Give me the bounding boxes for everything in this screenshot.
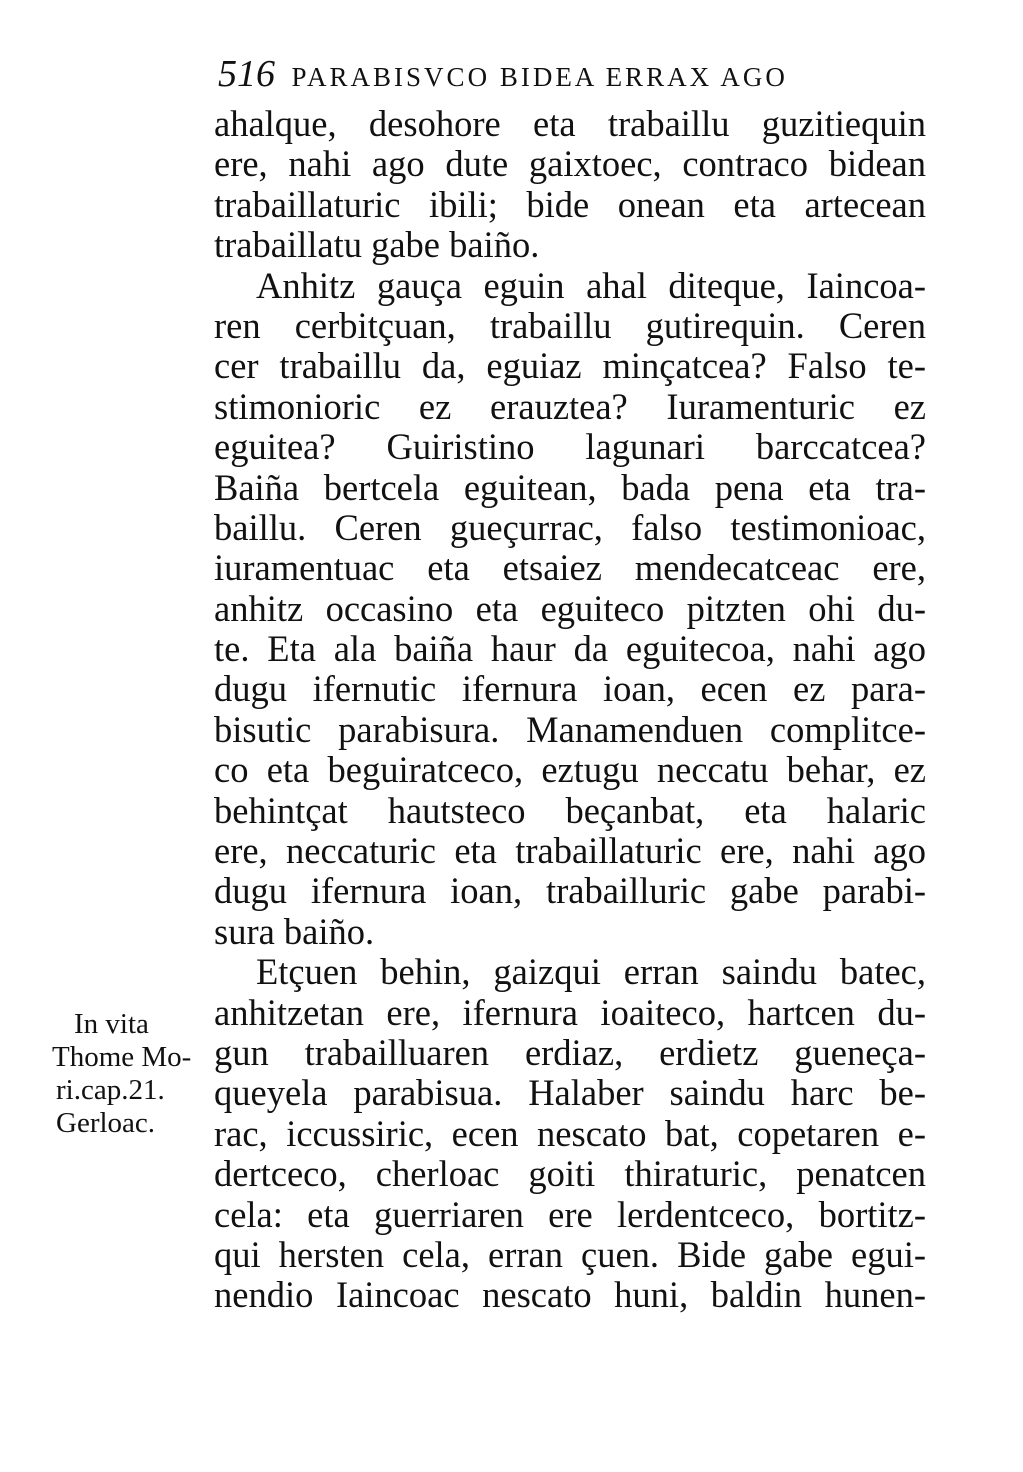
text-line: nendio Iaincoac nescato huni, baldin hunen- (214, 1275, 926, 1316)
text-line: bisutic parabisura. Manamenduen complitce- (214, 709, 926, 750)
text-line: qui hersten cela, erran çuen. Bide gabe egui- (214, 1234, 926, 1275)
text-line: rac, iccussiric, ecen nescato bat, copetaren e- (214, 1113, 926, 1154)
page-number: 516 (218, 53, 275, 95)
text-line: ahalque, desohore eta trabaillu guzitiequin (214, 104, 926, 144)
text-line: gun trabailluaren erdiaz, erdietz gueneça- (214, 1032, 926, 1073)
margin-note-line: Gerloac. (56, 1107, 156, 1139)
text-line: cela: eta guerriaren ere lerdentceco, bortitz- (214, 1194, 926, 1235)
text-line: stimonioric ez erauztea? Iuramenturic ez (214, 386, 926, 427)
margin-note-line: Thome Mo- (52, 1041, 192, 1073)
text-line: eguitea? Guiristino lagunari barccatcea? (214, 427, 926, 468)
running-title: PARABISVCO BIDEA ERRAX AGO (291, 62, 788, 92)
margin-note-line: ri.cap.21. (56, 1074, 165, 1106)
text-line: co eta beguiratceco, eztugu neccatu behar, ez (214, 750, 926, 791)
text-line: trabaillaturic ibili; bide onean eta artecean (214, 184, 926, 225)
text-line: queyela parabisua. Halaber saindu harc be- (214, 1073, 926, 1114)
text-line: Etçuen behin, gaizqui erran saindu batec, (256, 952, 926, 993)
text-line: dugu ifernura ioan, trabailluric gabe parabi- (214, 871, 926, 912)
text-line: iuramentuac eta etsaiez mendecatceac ere, (214, 548, 926, 589)
text-line: ere, neccaturic eta trabaillaturic ere, nahi ago (214, 831, 926, 872)
text-line: anhitz occasino eta eguiteco pitzten ohi du- (214, 588, 926, 629)
text-line: dugu ifernutic ifernura ioan, ecen ez para- (214, 669, 926, 710)
text-line: baillu. Ceren gueçurrac, falso testimonioac, (214, 507, 926, 548)
text-line: cer trabaillu da, eguiaz minçatcea? Falso te- (214, 346, 926, 387)
text-line: dertceco, cherloac goiti thiraturic, penatcen (214, 1154, 926, 1195)
body-text (214, 104, 926, 1316)
text-line: sura baiño. (214, 911, 375, 952)
text-line: anhitzetan ere, ifernura ioaiteco, hartcen du- (214, 992, 926, 1033)
margin-note-line: In vita (74, 1008, 149, 1040)
text-line: ere, nahi ago dute gaixtoec, contraco bidean (214, 144, 926, 185)
running-head (218, 52, 918, 96)
marginal-note (44, 1008, 209, 1140)
text-line: te. Eta ala baiña haur da eguitecoa, nahi ago (214, 629, 926, 670)
text-line: ren cerbitçuan, trabaillu gutirequin. Ceren (214, 305, 926, 346)
text-line: Baiña bertcela eguitean, bada pena eta tra- (214, 467, 926, 508)
text-line: behintçat hautsteco beçanbat, eta halaric (214, 790, 926, 831)
text-line: trabaillatu gabe baiño. (214, 225, 540, 266)
text-line: Anhitz gauça eguin ahal diteque, Iaincoa- (256, 265, 926, 306)
